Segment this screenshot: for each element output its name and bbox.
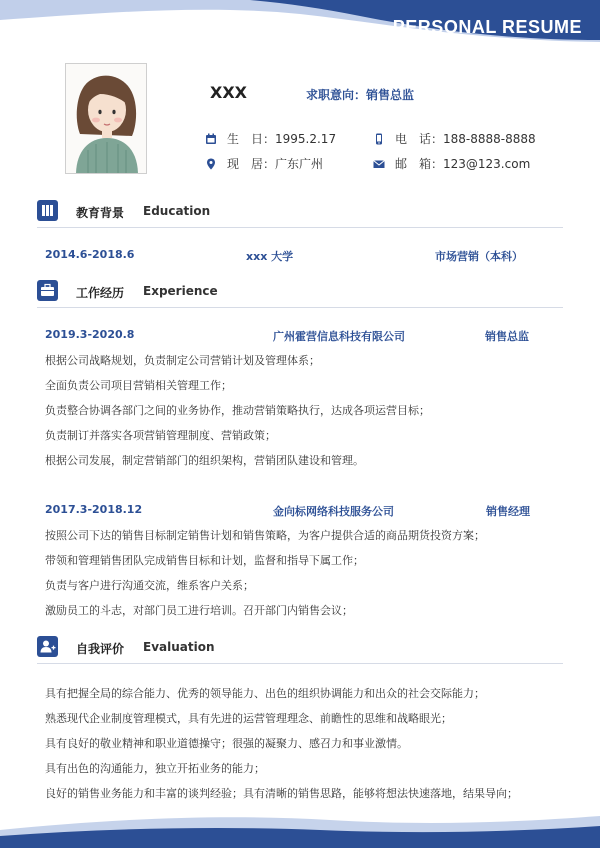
evaluation-item: 熟悉现代企业制度管理模式，具有先进的运营管理理念、前瞻性的思维和战略眼光；: [45, 712, 452, 725]
phone-value: 188-8888-8888: [443, 131, 536, 146]
experience-title-cn: 工作经历: [76, 286, 125, 300]
education-title-cn: 教育背景: [76, 206, 125, 220]
birth-label: 生 日：: [227, 132, 276, 146]
education-section-header: [37, 200, 563, 224]
birth-value: 1995.2.17: [275, 131, 337, 146]
email-label: 邮 箱：: [395, 157, 444, 171]
education-school: xxx 大学: [246, 250, 294, 263]
job-2-period: 2017.3-2018.12: [45, 503, 143, 516]
job-1-duty: 全面负责公司项目营销相关管理工作；: [45, 379, 232, 392]
section-divider: [37, 307, 563, 308]
profile-photo: [65, 63, 147, 174]
birth-info: [205, 130, 336, 147]
job-2-duty: 按照公司下达的销售目标制定销售计划和销售策略，为客户提供合适的商品期货投资方案；: [45, 529, 485, 542]
evaluation-section-header: [37, 636, 563, 660]
job-2-company: 金向标网络科技服务公司: [273, 505, 394, 518]
job-1-position: 销售总监: [485, 330, 529, 343]
residence-label: 现 居：: [227, 157, 276, 171]
footer-wave-decoration: [0, 808, 600, 848]
phone-info: [373, 130, 536, 147]
section-divider: [37, 227, 563, 228]
section-divider: [37, 663, 563, 664]
phone-label: 电 话：: [395, 132, 444, 146]
education-icon: [37, 200, 58, 221]
job-1-period: 2019.3-2020.8: [45, 328, 135, 341]
experience-title-en: Experience: [143, 284, 218, 298]
residence-value: 广东广州: [275, 157, 324, 171]
phone-icon: [373, 133, 385, 145]
job-2-duty: 带领和管理销售团队完成销售目标和计划，监督和指导下属工作；: [45, 554, 364, 567]
job-1-duty: 负责制订并落实各项营销管理制度、营销政策；: [45, 429, 276, 442]
calendar-icon: [205, 133, 217, 145]
job-objective: 求职意向：销售总监: [306, 88, 415, 102]
experience-section-header: [37, 280, 563, 304]
job-1-company: 广州霍营信息科技有限公司: [273, 330, 405, 343]
evaluation-item: 良好的销售业务能力和丰富的谈判经验；具有清晰的销售思路，能够将想法快速落地，结果导向；: [45, 787, 518, 800]
job-2-position: 销售经理: [486, 505, 530, 518]
education-major: 市场营销（本科）: [435, 250, 523, 263]
avatar-illustration: [66, 64, 147, 174]
evaluation-title-en: Evaluation: [143, 640, 215, 654]
envelope-icon: [373, 158, 385, 170]
evaluation-title-cn: 自我评价: [76, 642, 125, 656]
education-period: 2014.6-2018.6: [45, 248, 135, 261]
job-1-duty: 负责整合协调各部门之间的业务协作，推动营销策略执行，达成各项运营目标；: [45, 404, 430, 417]
job-2-duty: 负责与客户进行沟通交流，维系客户关系；: [45, 579, 254, 592]
email-value: 123@123.com: [443, 156, 531, 171]
location-pin-icon: [205, 158, 217, 170]
candidate-name: XXX: [210, 83, 248, 102]
evaluation-item: 具有出色的沟通能力，独立开拓业务的能力；: [45, 762, 265, 775]
user-plus-icon: [37, 636, 58, 657]
resume-title: PERSONAL RESUME: [392, 17, 582, 37]
evaluation-item: 具有把握全局的综合能力、优秀的领导能力、出色的组织协调能力和出众的社会交际能力；: [45, 687, 485, 700]
email-info: [373, 155, 530, 172]
job-2-duty: 激励员工的斗志，对部门员工进行培训。召开部门内销售会议；: [45, 604, 353, 617]
job-1-duty: 根据公司战略规划，负责制定公司营销计划及管理体系；: [45, 354, 320, 367]
education-title-en: Education: [143, 204, 211, 218]
evaluation-item: 具有良好的敬业精神和职业道德操守；很强的凝聚力、感召力和事业激情。: [45, 737, 408, 750]
job-1-duty: 根据公司发展，制定营销部门的组织架构，营销团队建设和管理。: [45, 454, 364, 467]
residence-info: [205, 155, 323, 172]
briefcase-icon: [37, 280, 58, 301]
